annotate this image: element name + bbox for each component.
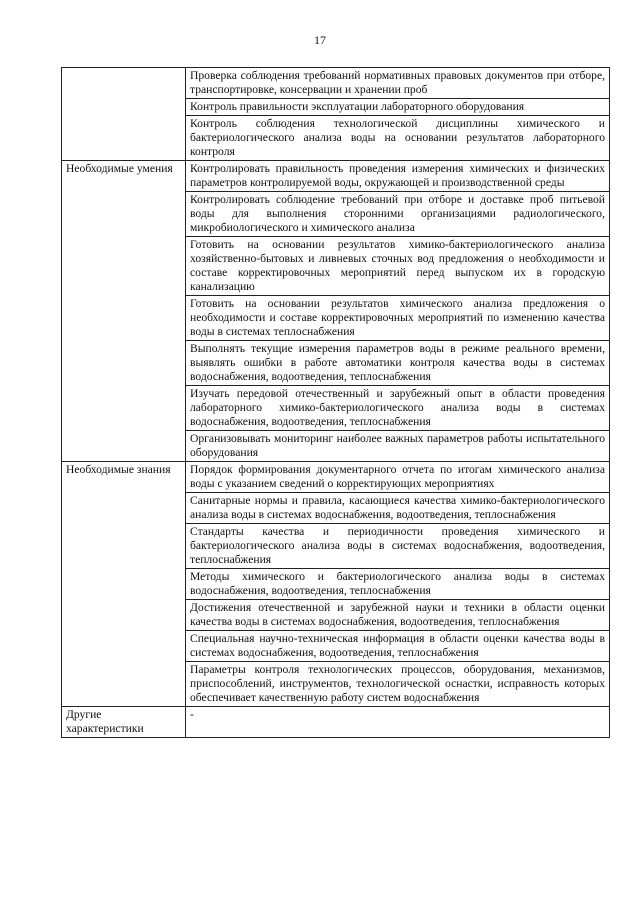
- row-item: Проверка соблюдения требований нормативных правовых документов при отборе, транспортировке, консервации и хранении проб: [186, 68, 610, 99]
- qualification-table: [61, 67, 610, 738]
- row-item: Организовывать мониторинг наиболее важных параметров работы испытательного оборудования: [186, 431, 610, 462]
- row-label: [62, 68, 186, 161]
- table-row: [62, 161, 610, 192]
- row-item: Контролировать правильность проведения измерения химических и физических параметров контролируемой воды, окружающей и производственной среды: [186, 161, 610, 192]
- row-item: Контроль правильности эксплуатации лабораторного оборудования: [186, 99, 610, 116]
- row-item: Санитарные нормы и правила, касающиеся качества химико-бактериологического анализа воды в системах водоснабжения, водоотведения, теплоснабжения: [186, 493, 610, 524]
- row-item: Контролировать соблюдение требований при отборе и доставке проб питьевой воды для выполнения сторонними организациями радиологического, микробиологического и химического анализа: [186, 192, 610, 237]
- row-item: -: [186, 707, 610, 738]
- section-label-other: Другие характеристики: [62, 707, 186, 738]
- table-row: [62, 707, 610, 738]
- row-item: Готовить на основании результатов химико-бактериологического анализа хозяйственно-бытовых и ливневых сточных вод предложения о необходимости и составе корректировочных мероприятий перед выпуском их в городскую канализацию: [186, 237, 610, 296]
- row-item: Методы химического и бактериологического анализа воды в системах водоснабжения, водоотведения, теплоснабжения: [186, 569, 610, 600]
- row-item: Изучать передовой отечественный и зарубежный опыт в области проведения лабораторного химико-бактериологического анализа воды в системах водоснабжения, водоотведения, теплоснабжения: [186, 386, 610, 431]
- table-row: [62, 68, 610, 99]
- row-item: Специальная научно-техническая информация в области оценки качества воды в системах водоснабжения, водоотведения, теплоснабжения: [186, 631, 610, 662]
- section-label-skills: Необходимые умения: [62, 161, 186, 462]
- row-item: Порядок формирования документарного отчета по итогам химического анализа воды с указанием сведений о корректирующих мероприятиях: [186, 462, 610, 493]
- table-row: [62, 462, 610, 493]
- row-item: Параметры контроля технологических процессов, оборудования, механизмов, приспособлений, инструментов, технологической оснастки, исправность которых обеспечивает качественную работу систем водоснабжения: [186, 662, 610, 707]
- row-item: Готовить на основании результатов химического анализа предложения о необходимости и составе корректировочных мероприятий по изменению качества воды в системах теплоснабжения: [186, 296, 610, 341]
- page-number: 17: [314, 33, 326, 47]
- row-item: Достижения отечественной и зарубежной науки и техники в области оценки качества воды в системах водоснабжения, водоотведения, теплоснабжения: [186, 600, 610, 631]
- row-item: Контроль соблюдения технологической дисциплины химического и бактериологического анализа воды на основании результатов лабораторного контроля: [186, 116, 610, 161]
- section-label-knowledge: Необходимые знания: [62, 462, 186, 707]
- row-item: Выполнять текущие измерения параметров воды в режиме реального времени, выявлять ошибки в работе автоматики контроля качества воды в системах водоснабжения, водоотведения, теплоснабжения: [186, 341, 610, 386]
- row-item: Стандарты качества и периодичности проведения химического и бактериологического анализа воды в системах водоснабжения, водоотведения, теплоснабжения: [186, 524, 610, 569]
